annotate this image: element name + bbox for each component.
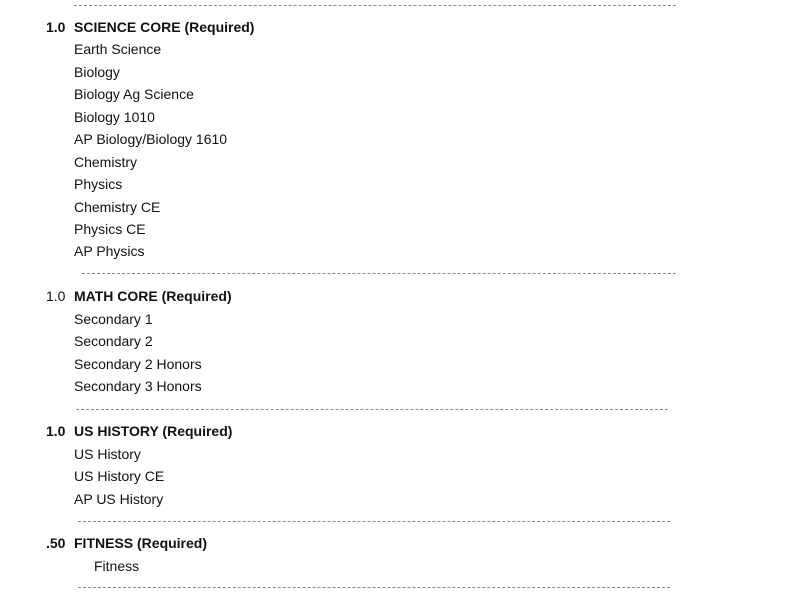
course-item: Physics CE	[74, 221, 146, 237]
section-credits: 1.0	[46, 288, 66, 304]
course-item: AP US History	[74, 491, 164, 507]
course-item: Earth Science	[74, 41, 162, 57]
course-item: US History	[74, 446, 141, 462]
course-item: AP Biology/Biology 1610	[74, 131, 228, 147]
section-heading-fitness	[46, 534, 207, 552]
separator-after-science	[82, 273, 676, 274]
course-item: Biology 1010	[74, 109, 155, 125]
course-item: Chemistry CE	[74, 199, 161, 215]
section-credits: 1.0	[46, 19, 66, 35]
separator-top	[74, 5, 676, 6]
course-item: Secondary 3 Honors	[74, 378, 202, 394]
section-title: SCIENCE CORE (Required)	[74, 19, 255, 35]
course-item: Fitness	[94, 558, 140, 574]
section-credits: .50	[46, 535, 66, 551]
section-heading-science	[46, 18, 254, 36]
course-item: Secondary 2 Honors	[74, 356, 202, 372]
separator-after-history	[78, 521, 670, 522]
separator-after-math	[76, 409, 668, 410]
separator-bottom	[78, 587, 670, 588]
course-item: Biology Ag Science	[74, 86, 194, 102]
course-item: Chemistry	[74, 154, 138, 170]
course-item: Physics	[74, 176, 123, 192]
section-title: US HISTORY (Required)	[74, 423, 233, 439]
section-title: MATH CORE (Required)	[74, 288, 232, 304]
section-title: FITNESS (Required)	[74, 535, 208, 551]
course-item: AP Physics	[74, 243, 145, 259]
section-heading-us-history	[46, 422, 232, 440]
section-credits: 1.0	[46, 423, 66, 439]
course-item: US History CE	[74, 468, 165, 484]
course-item: Secondary 1	[74, 311, 153, 327]
course-item: Biology	[74, 64, 120, 80]
section-heading-math	[46, 287, 232, 305]
course-item: Secondary 2	[74, 333, 153, 349]
